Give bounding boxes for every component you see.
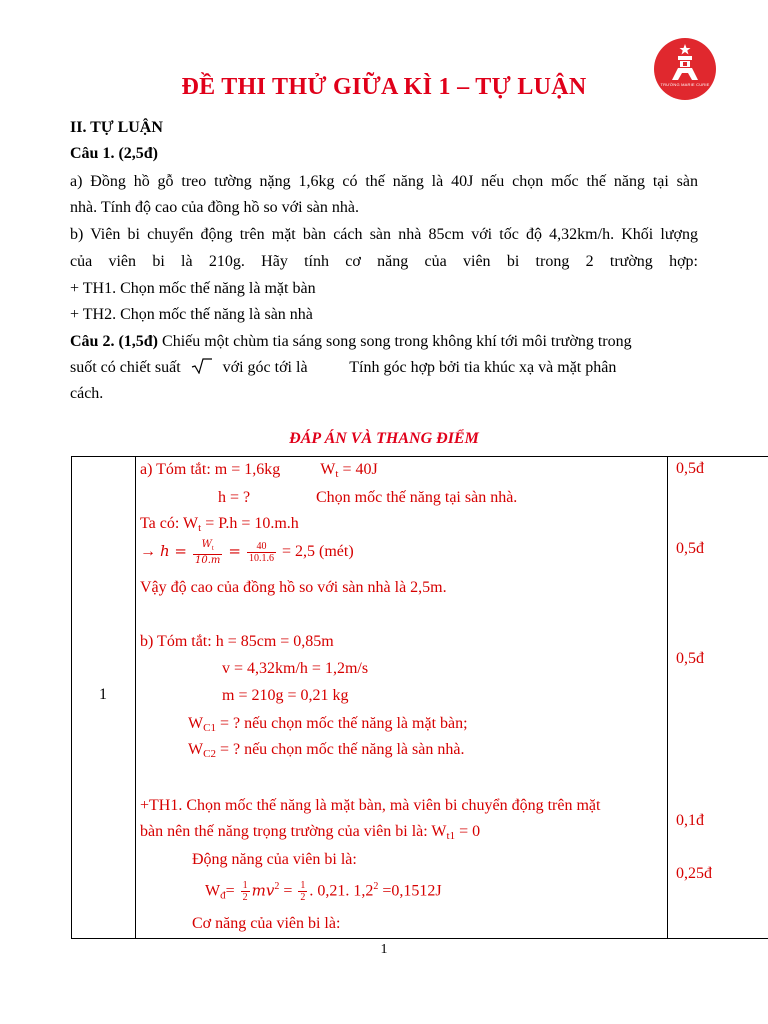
answer-a-h-unknown: h = ? (218, 489, 251, 506)
question-1a-line-1: a) Đồng hồ gỗ treo tường nặng 1,6kg có thế năng là 40J nếu chọn mốc thế năng tại sàn (70, 173, 698, 190)
answer-b-wc2-text: = ? nếu chọn mốc thế năng là sàn nhà. (215, 741, 465, 758)
answer-a-wt-sub: t (335, 468, 339, 480)
answer-b-wc1-w: W (188, 715, 204, 732)
answer-th1-value: = 0 (455, 823, 481, 840)
answer-b-mass: m = 210g = 0,21 kg (222, 687, 349, 704)
answer-th1-text: bàn nên thế năng trọng trường của viên bi là: W (140, 823, 447, 840)
answer-a-formula-start: Ta có: W (140, 515, 199, 532)
fraction-wt-den: 10.m (195, 554, 221, 566)
points-cell: 0,1đ (676, 812, 704, 829)
row-number: 1 (99, 686, 107, 703)
answer-b-wc2-sub: C2 (203, 748, 216, 760)
fraction-wt-over-10m (193, 539, 222, 566)
answer-a-calculation: → h = $\frac{W_t}{10.m}$ = $\frac{40}{10.1.6}$ = 2,5 (mét) (140, 538, 354, 566)
answer-wd-equals-2: = (283, 882, 293, 900)
answer-a-formula-end: = P.h = 10.m.h (201, 515, 299, 532)
answer-kinetic-calculation (205, 872, 442, 910)
answer-wd-mv: mv (251, 881, 275, 900)
question-1-case-1: + TH1. Chọn mốc thế năng là mặt bàn (70, 280, 316, 297)
answer-a-h-equals: h = (160, 542, 187, 560)
page-number: 1 (380, 942, 388, 957)
answer-b-wc1-sub: C1 (203, 722, 216, 734)
answer-a-summary (140, 460, 378, 484)
answer-wd-w: W (205, 882, 221, 900)
answer-wd-mv-sup: 2 (274, 881, 280, 892)
answer-th1-line-1: +TH1. Chọn mốc thế năng là mặt bàn, mà viên bi chuyển động trên mặt (140, 797, 601, 814)
answer-wd-sub: đ (220, 889, 226, 902)
question-2-text-b: với góc tới là (222, 359, 308, 376)
answer-a-wt-label: W (320, 461, 336, 478)
answer-a-result: = 2,5 (mét) (281, 543, 354, 560)
fraction-wt-num: W (201, 538, 212, 550)
answer-key-title: ĐÁP ÁN VÀ THANG ĐIỂM (289, 430, 479, 447)
table-divider-2 (667, 456, 668, 939)
fraction-40-den: 10.1.6 (248, 552, 274, 564)
half-den-1: 2 (242, 892, 248, 904)
answer-a-formula (140, 514, 299, 538)
page-title: ĐỀ THI THỬ GIỮA KÌ 1 – TỰ LUẬN (181, 74, 587, 100)
question-2-line-1 (70, 332, 632, 352)
question-1a-line-2: nhà. Tính độ cao của đồng hồ so với sàn nhà. (70, 199, 359, 216)
half-num-2: 1 (300, 880, 306, 892)
answer-a-formula-sub: t (198, 522, 202, 534)
answer-b-wc1 (188, 714, 468, 738)
answer-th1-sub: t1 (446, 830, 456, 842)
answer-mechanical-label: Cơ năng của viên bi là: (192, 915, 341, 932)
answer-wd-values-sup: 2 (373, 881, 379, 892)
answer-wd-result: =0,1512J (382, 882, 442, 900)
fraction-wt-num-sub: t (211, 543, 214, 552)
answer-a-datum: Chọn mốc thế năng tại sàn nhà. (316, 489, 518, 506)
answer-a-conclusion: Vậy độ cao của đồng hồ so với sàn nhà là 2,5m. (140, 579, 447, 596)
question-1b-line-1: b) Viên bi chuyển động trên mặt bàn cách sàn nhà 85cm với tốc độ 4,32km/h. Khối lượng (70, 226, 698, 243)
answer-wd-equals: = (225, 882, 235, 900)
answer-b-summary: b) Tóm tắt: h = 85cm = 0,85m (140, 633, 334, 650)
fraction-40-over-16 (247, 541, 276, 564)
sqrt-icon (191, 358, 213, 374)
arrow-icon: → (140, 543, 156, 560)
points-cell: 0,5đ (676, 540, 704, 557)
half-den-2: 2 (300, 892, 306, 904)
answer-kinetic-label: Động năng của viên bi là: (192, 851, 357, 868)
question-2-line-3: cách. (70, 385, 104, 402)
answer-a-mass: a) Tóm tắt: m = 1,6kg (140, 461, 281, 478)
answer-b-wc1-text: = ? nếu chọn mốc thế năng là mặt bàn; (215, 715, 468, 732)
answer-b-velocity: v = 4,32km/h = 1,2m/s (222, 660, 369, 677)
section-heading: II. TỰ LUẬN (70, 119, 163, 136)
question-2-heading: Câu 2. (1,5đ) (70, 333, 159, 350)
answer-wd-values: . 0,21. 1,2 (309, 882, 374, 900)
question-1-heading: Câu 1. (2,5đ) (70, 145, 159, 162)
points-cell: 0,5đ (676, 460, 704, 477)
question-2-text: Chiếu một chùm tia sáng song song trong không khí tới môi trường trong (158, 333, 632, 350)
half-num-1: 1 (242, 880, 248, 892)
points-cell: 0,25đ (676, 865, 712, 882)
question-1-case-2: + TH2. Chọn mốc thế năng là sàn nhà (70, 306, 313, 323)
fraction-half-1 (241, 880, 250, 903)
answer-b-wc2-w: W (188, 741, 204, 758)
answer-a-wt-value: = 40J (338, 461, 378, 478)
question-2-text-a: suốt có chiết suất (70, 359, 181, 376)
question-2-text-c: Tính góc hợp bởi tia khúc xạ và mặt phân (349, 359, 617, 376)
points-cell: 0,5đ (676, 650, 704, 667)
logo-caption: TRƯỜNG MARIE CURIE (660, 82, 710, 87)
answer-b-wc2 (188, 740, 464, 764)
answer-th1-line-2 (140, 822, 480, 846)
fraction-40-num: 40 (247, 541, 276, 553)
question-2-line-2 (70, 358, 616, 378)
question-1b-line-2: của viên bi là 210g. Hãy tính cơ năng của viên bi trong 2 trường hợp: (70, 253, 698, 270)
fraction-half-2 (298, 880, 307, 903)
table-divider-1 (135, 456, 136, 939)
